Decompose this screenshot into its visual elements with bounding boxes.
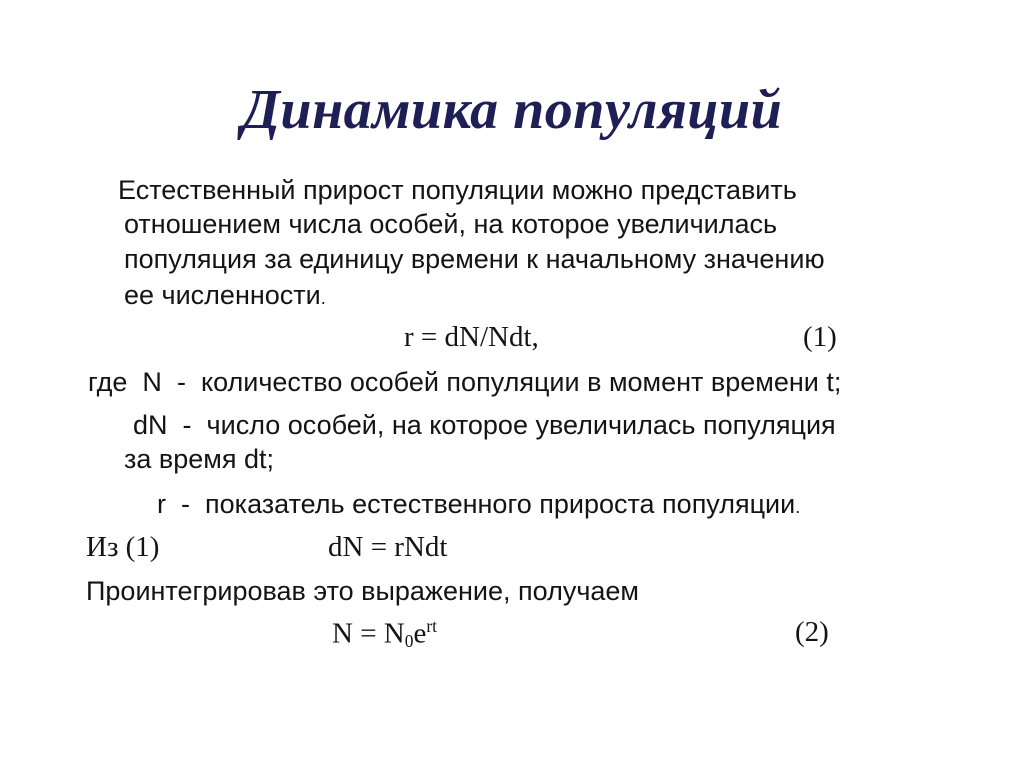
slide-title: Динамика популяций bbox=[241, 79, 783, 141]
integration-text: Проинтегрировав это выражение, получаем bbox=[86, 576, 639, 606]
intro-period: . bbox=[320, 288, 326, 308]
intro-line-1: Естественный прирост популяции можно представить bbox=[118, 175, 797, 205]
r-dash: - bbox=[181, 489, 191, 519]
formula-1-number: (1) bbox=[803, 321, 837, 353]
formula-2-base: e bbox=[413, 617, 427, 650]
formula-2-expression bbox=[332, 616, 437, 652]
formula-2-subscript: 0 bbox=[404, 630, 414, 651]
n-description: количество особей популяции в момент времени t; bbox=[200, 367, 842, 397]
derivation-from: Из (1) bbox=[86, 531, 160, 563]
definition-dn-line-2: за время dt; bbox=[124, 444, 274, 474]
intro-line-4-text: ее численности bbox=[124, 280, 321, 310]
r-description: показатель естественного прироста популяции bbox=[205, 489, 796, 519]
dn-dash: - bbox=[182, 410, 192, 440]
where-word: где bbox=[88, 367, 128, 397]
intro-line-3: популяция за единицу времени к начальному значению bbox=[124, 244, 825, 274]
n-symbol: N bbox=[142, 367, 162, 397]
definition-r bbox=[157, 486, 800, 525]
definition-n bbox=[88, 364, 841, 400]
intro-line-2: отношением числа особей, на которое увеличилась bbox=[124, 209, 778, 239]
formula-2-lhs: N = N bbox=[332, 617, 405, 650]
dn-symbol: dN bbox=[133, 410, 168, 440]
dn-description: число особей, на которое увеличилась популяция bbox=[206, 410, 836, 440]
r-symbol: r bbox=[157, 489, 166, 519]
formula-2-superscript: rt bbox=[426, 616, 437, 636]
intro-line-4 bbox=[124, 277, 326, 316]
n-dash: - bbox=[176, 367, 186, 397]
formula-2-number: (2) bbox=[795, 616, 829, 648]
r-period: . bbox=[795, 497, 801, 517]
formula-1-expression: r = dN/Ndt, bbox=[404, 321, 539, 353]
derivation-expression: dN = rNdt bbox=[328, 531, 448, 563]
definition-dn bbox=[133, 407, 836, 443]
